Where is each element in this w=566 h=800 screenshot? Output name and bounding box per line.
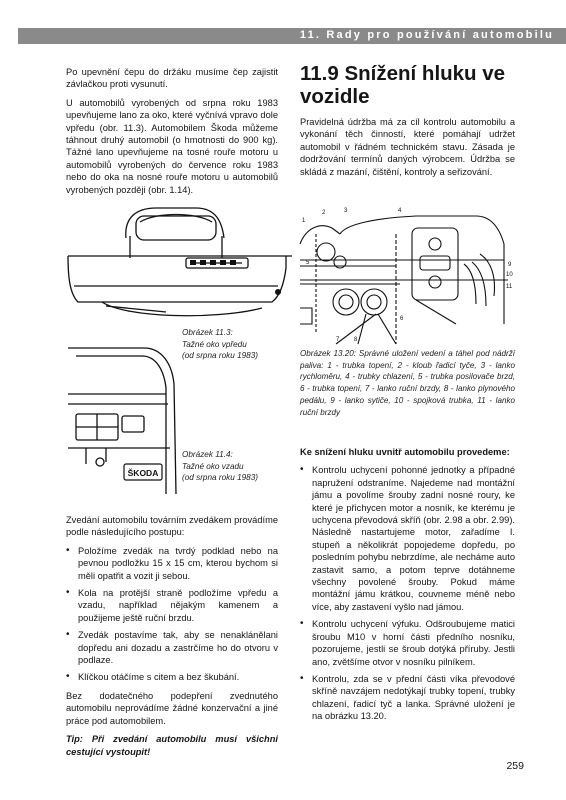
- caption-line: (od srpna roku 1983): [182, 351, 259, 361]
- figure-11-3: [66, 198, 292, 326]
- paragraph: Po upevnění čepu do držáku musíme čep zajistit závlačkou proti vysunutí.: [66, 67, 278, 90]
- label-2: 2: [322, 210, 326, 216]
- left-column-top: [66, 66, 278, 202]
- list-item: • Kola na protější straně podložíme vpředu a vzadu, například nějakým kamenem a použijeme ještě ruční brzdu.: [66, 587, 278, 624]
- page-number: 259: [506, 760, 524, 772]
- figure-13-20-caption: Obrázek 13.20: Správné uložení vedení a táhel pod nádrží paliva: 1 - trubka topení, 2 - kloub řadicí tyče, 3 - lanko rychloměru, 4 - trubky chlazení, 5 - trubka posilovače brzd, 6 - trubka topení, 7 - lanko ruční brzdy, 8 - lanko plynového pedálu, 9 - lanko sytiče, 10 - spojková trubka, 11 - lanko ruční brzdy: [300, 349, 515, 417]
- list-item: • Kontrolu, zda se v přední části víka převodové skříně navzájem nedotýkají trubky topení, trubky chlazení, řadicí tyč a lanka. Správné uložení je na obrázku 13.20.: [300, 673, 515, 723]
- front-tow-eye-drawing: [66, 198, 292, 326]
- list-item: • Kontrolu uchycení výfuku. Odšroubujeme matici šroubu M10 v horní části předního nosníku, pozorujeme, jestli se šroub dotýká příruby. Jestli ano, zvětšíme otvor v nosníku pilníkem.: [300, 618, 515, 668]
- list-item: • Kontrolu uchycení pohonné jednotky a případné napružení odstraníme. Najedeme nad montážní jámu a povolíme šrouby zadní nosné roury, ke které je přichycen motor a nosník, ke kterému je uchycena převodová skříň (obr. 2.98 a obr. 2.99). Následně nastartujeme motor, zařadíme I. stupeň a několikrát popojedeme dopředu, po posledním pohybu nebrzdíme, ale necháme auto zastavit samo, a potom teprve dotáhneme všechny povolené šrouby. Pokud máme montážní jámu krátkou, couvneme méně nebo více, aby zastavení vyšlo nad jámou.: [300, 464, 515, 613]
- label-9: 9: [508, 262, 512, 268]
- paragraph: Pravidelná údržba má za cíl kontrolu automobilu a vykonání těch činností, které pomáhají udržet automobil v řádném technickém stavu. Zásada je dodržování termínů daných výrobcem. Údržba se skládá z mazání, čištění, kontroly a seřizování.: [300, 117, 515, 177]
- figure-11-4-caption: [182, 449, 292, 484]
- caption-line: Obrázek 11.4:: [182, 450, 233, 459]
- figure-13-20: [296, 204, 518, 348]
- right-column-bottom: [300, 440, 515, 729]
- noise-reduction-lead: Ke snížení hluku uvnitř automobilu provedeme:: [300, 447, 510, 457]
- label-5: 5: [306, 260, 310, 266]
- label-4: 4: [398, 208, 402, 214]
- noise-reduction-list: [300, 464, 515, 722]
- right-column-top: [300, 62, 515, 184]
- tip-note: Tip: Při zvedání automobilu musí všichni cestující vystoupit!: [66, 734, 278, 757]
- list-item: • Zvedák postavíme tak, aby se nenaklánělani dopředu ani dozadu a zastrčíme ho do otvoru v podlaze.: [66, 629, 278, 666]
- paragraph: U automobilů vyrobených od srpna roku 1983 upevňujeme lano za oko, které vyčnívá vpravo dole vpředu (obr. 11.3). Automobilem Škoda můžeme táhnout druhý automobil (o hmotnosti do 900 kg). Tážné lano upevňujeme na tosné rouře motoru u automobilů vyrobených do července roku 1983 nebo do oka na nosné rouře motoru u automobilů vyrobených později (obr. 1.14).: [66, 97, 278, 195]
- label-3: 3: [344, 208, 348, 214]
- rear-tow-eye-drawing: [66, 344, 182, 494]
- caption-line: Obrázek 11.3:: [182, 328, 233, 337]
- caption-line: (od srpna roku 1983): [182, 473, 259, 483]
- paragraph: Zvedání automobilu továrním zvedákem provádíme podle následujícího postupu:: [66, 515, 278, 538]
- figure-11-4: [66, 344, 182, 494]
- routing-diagram: [296, 204, 518, 348]
- left-column-bottom: [66, 514, 278, 764]
- label-1: 1: [302, 218, 306, 224]
- chapter-header-bar: [18, 28, 566, 44]
- chapter-title: 11. Rady pro používání automobilu: [299, 29, 554, 41]
- paragraph: Bez dodatečného podepření zvednutého automobilu neprovádíme žádné konzervační a jiné práce pod automobilem.: [66, 690, 278, 726]
- label-6: 6: [400, 316, 404, 322]
- caption-line: Tažné oko vzadu: [182, 461, 244, 471]
- jacking-steps-list: [66, 545, 278, 684]
- label-10: 10: [506, 272, 513, 278]
- list-item: • Klíčkou otáčíme s citem a bez škubání.: [66, 671, 278, 683]
- caption-line: Tažné oko vpředu: [182, 339, 247, 349]
- label-11: 11: [506, 284, 513, 290]
- skoda-badge: ŠKODA: [127, 468, 159, 478]
- figure-11-3-caption: [182, 327, 292, 362]
- list-item: • Položíme zvedák na tvrdý podklad nebo na pevnou podložku 15 x 15 cm, kterou bychom si měli opatřit a vozit ji sebou.: [66, 545, 278, 582]
- label-8: 8: [354, 337, 358, 343]
- label-7: 7: [336, 337, 340, 343]
- section-heading: 11.9 Snížení hluku ve vozidle: [300, 62, 506, 108]
